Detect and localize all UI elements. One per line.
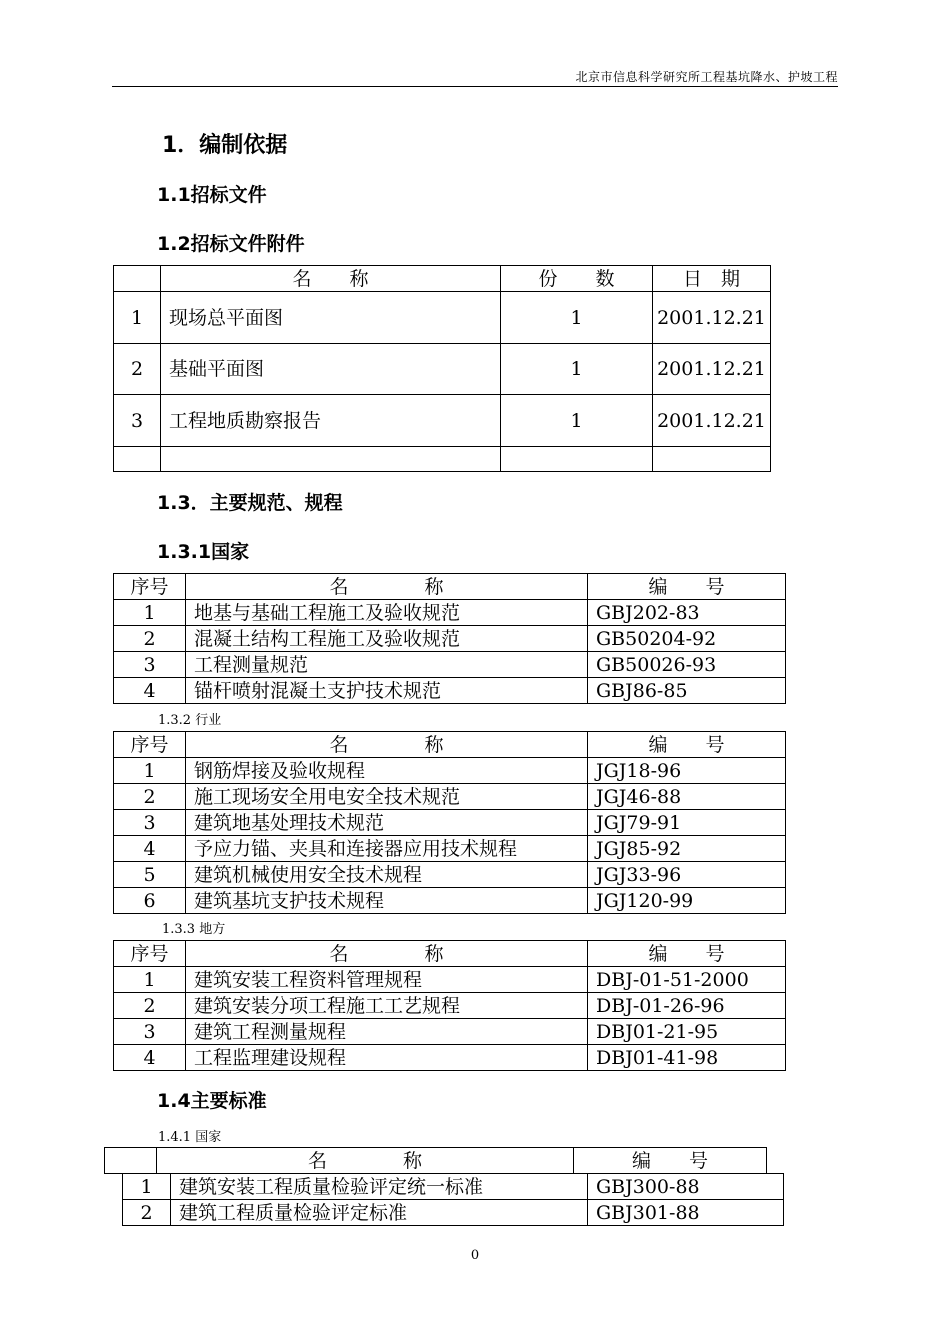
row-name: 建筑机械使用安全技术规程 [186, 862, 588, 888]
row-number: 6 [114, 888, 186, 914]
table-header-name: 名 称 [186, 941, 588, 967]
table-header-code: 编 号 [574, 1148, 767, 1174]
table-row [114, 652, 786, 678]
table-row [114, 993, 786, 1019]
row-name: 现场总平面图 [161, 292, 501, 344]
row-code: GB50026-93 [588, 652, 786, 678]
row-name: 工程地质勘察报告 [161, 395, 501, 447]
empty-cell [501, 447, 653, 472]
row-code: GB50204-92 [588, 626, 786, 652]
row-code: DBJ01-41-98 [588, 1045, 786, 1071]
row-name: 建筑安装工程质量检验评定统一标准 [171, 1174, 588, 1200]
row-name: 锚杆喷射混凝土支护技术规范 [186, 678, 588, 704]
row-name: 建筑安装工程资料管理规程 [186, 967, 588, 993]
heading-1-3-2: 1.3.2 行业 [158, 713, 222, 728]
table-header-name: 名 称 [186, 574, 588, 600]
row-code: GBJ301-88 [588, 1200, 784, 1226]
heading-1-1: 1.1招标文件 [157, 184, 267, 206]
table-header-row [114, 266, 771, 292]
row-code: JGJ18-96 [588, 758, 786, 784]
table-header-row [114, 732, 786, 758]
row-code: JGJ85-92 [588, 836, 786, 862]
row-code: GBJ202-83 [588, 600, 786, 626]
heading-1-3-3: 1.3.3 地方 [162, 922, 226, 937]
heading-1-3-1: 1.3.1国家 [157, 541, 250, 563]
row-code: JGJ79-91 [588, 810, 786, 836]
table-header-no: 序号 [114, 574, 186, 600]
heading-1-4: 1.4主要标准 [157, 1090, 267, 1112]
row-number: 2 [114, 784, 186, 810]
row-number: 1 [114, 967, 186, 993]
row-number: 1 [114, 600, 186, 626]
table-row [114, 395, 771, 447]
table-header-row [114, 941, 786, 967]
standards-header-table [104, 1147, 767, 1174]
row-name: 施工现场安全用电安全技术规范 [186, 784, 588, 810]
table-row [114, 836, 786, 862]
row-number: 2 [123, 1200, 171, 1226]
row-code: DBJ-01-26-96 [588, 993, 786, 1019]
row-number: 4 [114, 678, 186, 704]
row-name: 工程监理建设规程 [186, 1045, 588, 1071]
row-number: 5 [114, 862, 186, 888]
row-date: 2001.12.21 [653, 344, 771, 395]
table-row [114, 626, 786, 652]
national-specs-table [113, 573, 786, 704]
row-date: 2001.12.21 [653, 292, 771, 344]
row-number: 3 [114, 1019, 186, 1045]
row-name: 予应力锚、夹具和连接器应用技术规程 [186, 836, 588, 862]
industry-specs-table [113, 731, 786, 914]
table-header-date: 日 期 [653, 266, 771, 292]
row-date: 2001.12.21 [653, 395, 771, 447]
table-header-no: 序号 [114, 732, 186, 758]
row-name: 建筑地基处理技术规范 [186, 810, 588, 836]
running-header: 北京市信息科学研究所工程基坑降水、护坡工程 [575, 70, 838, 84]
table-row-empty [114, 447, 771, 472]
row-name: 工程测量规范 [186, 652, 588, 678]
heading-1: 1．编制依据 [162, 133, 288, 158]
row-code: JGJ46-88 [588, 784, 786, 810]
row-code: GBJ86-85 [588, 678, 786, 704]
table-row [114, 758, 786, 784]
national-standards-table [122, 1173, 784, 1226]
table-row [114, 784, 786, 810]
table-header-copies: 份 数 [501, 266, 653, 292]
table-row [114, 1019, 786, 1045]
row-number: 1 [114, 292, 161, 344]
table-header-blank [105, 1148, 157, 1174]
row-name: 基础平面图 [161, 344, 501, 395]
header-rule [112, 86, 838, 87]
row-number: 2 [114, 626, 186, 652]
table-header-row [105, 1148, 767, 1174]
row-number: 3 [114, 810, 186, 836]
row-number: 1 [114, 758, 186, 784]
row-number: 3 [114, 652, 186, 678]
table-row [114, 967, 786, 993]
row-copies: 1 [501, 344, 653, 395]
row-code: DBJ-01-51-2000 [588, 967, 786, 993]
table-header-code: 编 号 [588, 941, 786, 967]
table-row [114, 600, 786, 626]
table-row [114, 810, 786, 836]
table-header-code: 编 号 [588, 574, 786, 600]
row-code: JGJ120-99 [588, 888, 786, 914]
local-specs-table [113, 940, 786, 1071]
row-number: 3 [114, 395, 161, 447]
row-number: 4 [114, 1045, 186, 1071]
table-header-name: 名 称 [157, 1148, 574, 1174]
row-code: GBJ300-88 [588, 1174, 784, 1200]
row-number: 1 [123, 1174, 171, 1200]
row-name: 钢筋焊接及验收规程 [186, 758, 588, 784]
row-name: 建筑工程质量检验评定标准 [171, 1200, 588, 1226]
table-row [114, 1045, 786, 1071]
row-number: 2 [114, 993, 186, 1019]
row-name: 建筑基坑支护技术规程 [186, 888, 588, 914]
row-copies: 1 [501, 395, 653, 447]
page-number: 0 [470, 1248, 480, 1263]
table-header-name: 名 称 [161, 266, 501, 292]
table-header-blank [114, 266, 161, 292]
row-name: 建筑安装分项工程施工工艺规程 [186, 993, 588, 1019]
row-name: 混凝土结构工程施工及验收规范 [186, 626, 588, 652]
table-row [114, 888, 786, 914]
table-row [114, 862, 786, 888]
row-name: 地基与基础工程施工及验收规范 [186, 600, 588, 626]
heading-1-3: 1.3．主要规范、规程 [157, 492, 343, 514]
heading-1-4-1: 1.4.1 国家 [158, 1130, 222, 1145]
attachments-table [113, 265, 771, 472]
empty-cell [114, 447, 161, 472]
row-code: JGJ33-96 [588, 862, 786, 888]
table-header-name: 名 称 [186, 732, 588, 758]
table-row [123, 1174, 784, 1200]
table-row [114, 344, 771, 395]
table-header-code: 编 号 [588, 732, 786, 758]
table-row [123, 1200, 784, 1226]
table-row [114, 292, 771, 344]
table-row [114, 678, 786, 704]
row-name: 建筑工程测量规程 [186, 1019, 588, 1045]
table-header-no: 序号 [114, 941, 186, 967]
heading-1-2: 1.2招标文件附件 [157, 233, 305, 255]
row-number: 4 [114, 836, 186, 862]
empty-cell [161, 447, 501, 472]
table-header-row [114, 574, 786, 600]
row-number: 2 [114, 344, 161, 395]
row-copies: 1 [501, 292, 653, 344]
empty-cell [653, 447, 771, 472]
row-code: DBJ01-21-95 [588, 1019, 786, 1045]
